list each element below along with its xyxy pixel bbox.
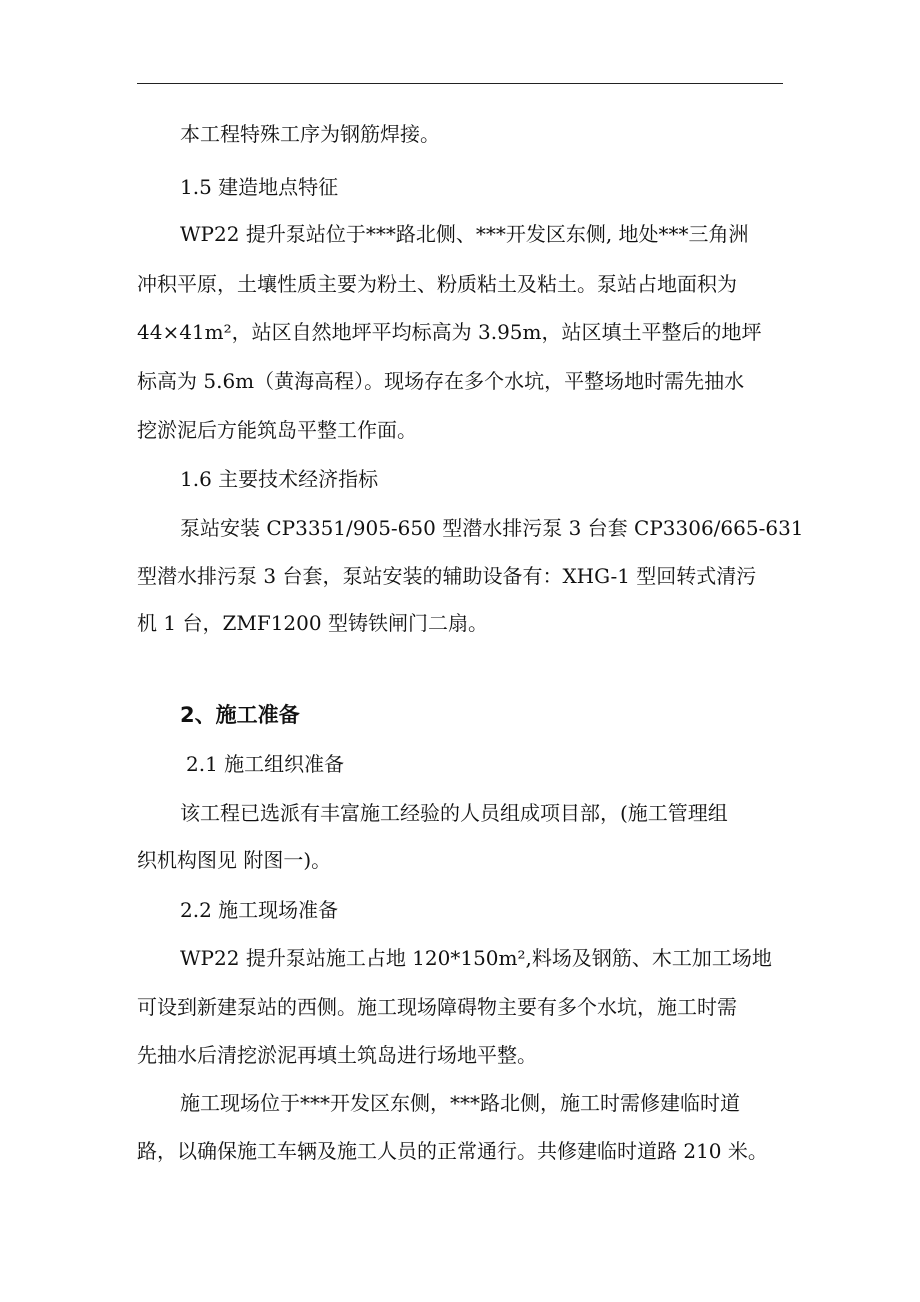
section-1-5-line: 挖淤泥后方能筑岛平整工作面。 bbox=[137, 418, 417, 442]
section-2-1-line: 该工程已选派有丰富施工经验的人员组成项目部，(施工管理组 bbox=[180, 801, 728, 825]
section-1-6-title: 1.6 主要技术经济指标 bbox=[180, 467, 379, 491]
section-2-1-title: 2.1 施工组织准备 bbox=[186, 752, 345, 776]
section-1-6-line: 泵站安装 CP3351/905-650 型潜水排污泵 3 台套 CP3306/665-631 bbox=[180, 516, 804, 540]
section-1-5-line: 标高为 5.6m（黄海高程）。现场存在多个水坑，平整场地时需先抽水 bbox=[137, 369, 745, 393]
section-2-2-line: 可设到新建泵站的西侧。施工现场障碍物主要有多个水坑，施工时需 bbox=[137, 995, 737, 1019]
paragraph-special-process: 本工程特殊工序为钢筋焊接。 bbox=[180, 122, 440, 146]
header-rule bbox=[137, 83, 783, 84]
section-2-2-title: 2.2 施工现场准备 bbox=[180, 898, 339, 922]
section-2-heading: 2、施工准备 bbox=[180, 703, 300, 727]
section-1-5-line: WP22 提升泵站位于***路北侧、***开发区东侧, 地处***三角洲 bbox=[180, 222, 749, 246]
section-2-2-line: WP22 提升泵站施工占地 120*150m²,料场及钢筋、木工加工场地 bbox=[180, 946, 772, 970]
section-1-5-line: 冲积平原，土壤性质主要为粉土、粉质粘土及粘土。泵站占地面积为 bbox=[137, 272, 737, 296]
section-2-2-extra-line: 施工现场位于***开发区东侧，***路北侧，施工时需修建临时道 bbox=[180, 1091, 740, 1115]
section-1-6-line: 机 1 台，ZMF1200 型铸铁闸门二扇。 bbox=[137, 611, 488, 635]
section-1-5-title: 1.5 建造地点特征 bbox=[180, 175, 339, 199]
section-1-5-line: 44×41m²，站区自然地坪平均标高为 3.95m，站区填土平整后的地坪 bbox=[137, 320, 762, 344]
section-1-6-line: 型潜水排污泵 3 台套，泵站安装的辅助设备有：XHG-1 型回转式清污 bbox=[137, 564, 757, 588]
section-2-1-line: 织机构图见 附图一)。 bbox=[137, 848, 332, 872]
section-2-2-extra-line: 路，以确保施工车辆及施工人员的正常通行。共修建临时道路 210 米。 bbox=[137, 1139, 768, 1163]
section-2-2-line: 先抽水后清挖淤泥再填土筑岛进行场地平整。 bbox=[137, 1043, 537, 1067]
